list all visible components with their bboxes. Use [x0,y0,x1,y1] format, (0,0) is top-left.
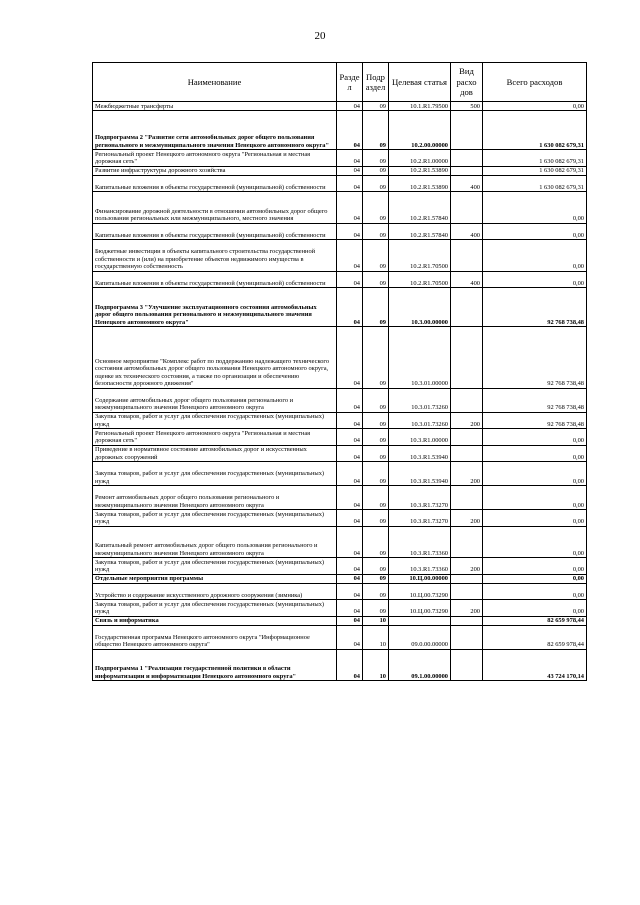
row-subsection: 09 [363,526,389,558]
row-total: 0,00 [483,510,587,527]
row-article: 10.3.01.73260 [389,412,451,429]
row-section: 04 [337,240,363,272]
row-name: Капитальные вложения в объекты государственной (муниципальной) собственности [93,175,337,192]
row-total: 0,00 [483,583,587,600]
row-article: 10.3.R1.53940 [389,462,451,486]
row-subsection: 09 [363,150,389,167]
row-name: Подпрограмма 3 "Улучшение эксплуатационного состояния автомобильных дорог общего пользования регионального и межмуниципального значения Ненецкого автономного округа" [93,288,337,327]
row-section: 04 [337,616,363,625]
table-row [93,150,587,167]
row-expense-type: 200 [451,510,483,527]
header-name: Наименование [93,63,337,102]
row-total: 92 768 738,48 [483,327,587,389]
row-expense-type: 500 [451,102,483,111]
row-total: 92 768 738,48 [483,388,587,412]
row-section: 04 [337,175,363,192]
row-name: Содержание автомобильных дорог общего пользования регионального и межмуниципального значения Ненецкого автономного округа [93,388,337,412]
row-subsection: 09 [363,327,389,389]
row-article: 10.3.R1.73270 [389,510,451,527]
row-name: Бюджетные инвестиции в объекты капитального строительства государственной собственности и (или) на приобретение объектов недвижимого имущества в государственную собственность [93,240,337,272]
table-row [93,462,587,486]
row-subsection: 10 [363,649,389,681]
row-total: 1 630 082 679,31 [483,150,587,167]
table-row [93,175,587,192]
table-row [93,102,587,111]
row-subsection: 09 [363,102,389,111]
row-section: 04 [337,288,363,327]
row-expense-type [451,526,483,558]
row-expense-type [451,616,483,625]
header-total: Всего расходов [483,63,587,102]
row-section: 04 [337,649,363,681]
table-row [93,288,587,327]
row-total: 82 659 978,44 [483,616,587,625]
table-row [93,166,587,175]
row-expense-type: 200 [451,558,483,575]
row-section: 04 [337,429,363,446]
row-section: 04 [337,192,363,224]
row-name: Ремонт автомобильных дорог общего пользования регионального и межмуниципального значения Ненецкого автономного округа [93,486,337,510]
row-name: Закупка товаров, работ и услуг для обеспечения государственных (муниципальных) нужд [93,412,337,429]
row-subsection: 09 [363,445,389,462]
row-article: 10.3.R1.73360 [389,526,451,558]
row-subsection: 09 [363,271,389,288]
table-row [93,327,587,389]
table-row [93,271,587,288]
table-row [93,111,587,150]
row-total: 0,00 [483,223,587,240]
row-total: 0,00 [483,526,587,558]
row-total: 0,00 [483,574,587,583]
row-article [389,616,451,625]
row-total: 0,00 [483,486,587,510]
row-name: Подпрограмма 2 "Развитие сети автомобильных дорог общего пользования регионального и межмуниципального значения Ненецкого автономного округа" [93,111,337,150]
row-expense-type [451,288,483,327]
table-row [93,583,587,600]
row-total: 0,00 [483,102,587,111]
row-section: 04 [337,111,363,150]
page-number: 20 [314,30,326,42]
row-total: 0,00 [483,429,587,446]
table-row [93,486,587,510]
row-name: Связь и информатика [93,616,337,625]
table-row [93,625,587,649]
row-expense-type [451,111,483,150]
row-expense-type [451,166,483,175]
header-article: Целевая статья [389,63,451,102]
row-subsection: 09 [363,192,389,224]
row-expense-type [451,486,483,510]
table-row [93,429,587,446]
row-total: 0,00 [483,445,587,462]
row-subsection: 09 [363,510,389,527]
row-subsection: 09 [363,288,389,327]
row-article: 10.2.R1.53890 [389,166,451,175]
row-name: Развитие инфраструктуры дорожного хозяйства [93,166,337,175]
row-article: 10.2.R1.53890 [389,175,451,192]
row-name: Капитальные вложения в объекты государственной (муниципальной) собственности [93,223,337,240]
row-total: 0,00 [483,558,587,575]
row-name: Капитальные вложения в объекты государственной (муниципальной) собственности [93,271,337,288]
row-section: 04 [337,223,363,240]
header-section: Разде л [337,63,363,102]
table-row [93,388,587,412]
row-subsection: 09 [363,223,389,240]
row-expense-type [451,445,483,462]
row-expense-type [451,574,483,583]
row-article: 09.0.00.00000 [389,625,451,649]
table-row [93,616,587,625]
row-article: 10.Ц.00.73290 [389,600,451,617]
row-article: 10.2.R1.57840 [389,192,451,224]
row-expense-type [451,388,483,412]
row-total: 1 630 082 679,31 [483,175,587,192]
row-subsection: 09 [363,412,389,429]
row-section: 04 [337,462,363,486]
row-subsection: 09 [363,429,389,446]
row-name: Устройство и содержание искусственного дорожного сооружения (зимника) [93,583,337,600]
row-section: 04 [337,388,363,412]
row-name: Закупка товаров, работ и услуг для обеспечения государственных (муниципальных) нужд [93,600,337,617]
row-name: Приведение в нормативное состояние автомобильных дорог и искусственных дорожных сооружений [93,445,337,462]
row-total: 1 630 082 679,31 [483,166,587,175]
row-article: 10.2.R1.00000 [389,150,451,167]
row-section: 04 [337,625,363,649]
table-row [93,649,587,681]
table-row [93,412,587,429]
row-article: 10.3.R1.73360 [389,558,451,575]
table-row [93,223,587,240]
table-row [93,526,587,558]
row-name: Отдельные мероприятия программы [93,574,337,583]
row-total: 92 768 738,48 [483,412,587,429]
table-row [93,240,587,272]
row-article: 10.Ц.00.73290 [389,583,451,600]
row-expense-type [451,625,483,649]
row-article: 10.1.R1.79500 [389,102,451,111]
table-header-row [93,63,587,102]
row-section: 04 [337,526,363,558]
header-subsection: Подр аздел [363,63,389,102]
row-article: 10.3.R1.73270 [389,486,451,510]
row-section: 04 [337,412,363,429]
row-total: 0,00 [483,192,587,224]
row-subsection: 09 [363,486,389,510]
row-section: 04 [337,102,363,111]
table-row [93,600,587,617]
row-total: 0,00 [483,240,587,272]
row-subsection: 10 [363,616,389,625]
row-expense-type [451,150,483,167]
row-expense-type [451,327,483,389]
row-subsection: 09 [363,462,389,486]
row-section: 04 [337,166,363,175]
row-expense-type: 200 [451,600,483,617]
row-section: 04 [337,558,363,575]
row-section: 04 [337,574,363,583]
row-name: Региональный проект Ненецкого автономного округа "Региональная и местная дорожная сеть" [93,150,337,167]
row-section: 04 [337,445,363,462]
row-name: Закупка товаров, работ и услуг для обеспечения государственных (муниципальных) нужд [93,558,337,575]
row-article: 10.Ц.00.00000 [389,574,451,583]
row-name: Государственная программа Ненецкого автономного округа "Информационное общество Ненецкого автономного округа" [93,625,337,649]
row-subsection: 09 [363,574,389,583]
header-expense-type: Вид расхо дов [451,63,483,102]
row-section: 04 [337,327,363,389]
row-expense-type: 400 [451,223,483,240]
row-subsection: 09 [363,583,389,600]
row-article: 10.3.01.73260 [389,388,451,412]
row-expense-type: 200 [451,462,483,486]
row-article: 10.3.R1.53940 [389,445,451,462]
row-section: 04 [337,600,363,617]
row-name: Подпрограмма 1 "Реализация государственной политики в области информатизации и информатизации Ненецкого автономного округа" [93,649,337,681]
table-row [93,558,587,575]
row-subsection: 09 [363,558,389,575]
row-section: 04 [337,271,363,288]
row-subsection: 09 [363,175,389,192]
row-article: 10.2.R1.70500 [389,271,451,288]
row-expense-type [451,583,483,600]
budget-table [92,62,587,681]
row-total: 92 768 738,48 [483,288,587,327]
row-subsection: 10 [363,625,389,649]
row-name: Закупка товаров, работ и услуг для обеспечения государственных (муниципальных) нужд [93,462,337,486]
row-expense-type: 400 [451,271,483,288]
row-expense-type [451,192,483,224]
row-section: 04 [337,510,363,527]
row-expense-type [451,429,483,446]
table-row [93,192,587,224]
row-article: 10.3.R1.00000 [389,429,451,446]
row-section: 04 [337,150,363,167]
row-name: Закупка товаров, работ и услуг для обеспечения государственных (муниципальных) нужд [93,510,337,527]
row-expense-type [451,240,483,272]
row-name: Основное мероприятие "Комплекс работ по поддержанию надлежащего технического состояния автомобильных дорог общего пользования Ненецкого автономного округа, оценке их технического состояния, а также по организации и обеспечению безопасности дорожного движения" [93,327,337,389]
row-article: 10.2.00.00000 [389,111,451,150]
table-row [93,510,587,527]
row-name: Финансирование дорожной деятельности в отношении автомобильных дорог общего пользования региональных или межмуниципального, местного значения [93,192,337,224]
row-total: 43 724 170,14 [483,649,587,681]
row-article: 09.1.00.00000 [389,649,451,681]
row-subsection: 09 [363,600,389,617]
row-expense-type: 200 [451,412,483,429]
table-row [93,445,587,462]
row-subsection: 09 [363,240,389,272]
row-subsection: 09 [363,166,389,175]
row-section: 04 [337,583,363,600]
row-expense-type: 400 [451,175,483,192]
row-article: 10.3.01.00000 [389,327,451,389]
row-subsection: 09 [363,388,389,412]
row-article: 10.2.R1.57840 [389,223,451,240]
row-subsection: 09 [363,111,389,150]
row-name: Региональный проект Ненецкого автономного округа "Региональная и местная дорожная сеть" [93,429,337,446]
row-total: 0,00 [483,271,587,288]
row-expense-type [451,649,483,681]
row-total: 0,00 [483,600,587,617]
row-total: 1 630 082 679,31 [483,111,587,150]
row-section: 04 [337,486,363,510]
row-total: 82 659 978,44 [483,625,587,649]
row-name: Капитальный ремонт автомобильных дорог общего пользования регионального и межмуниципального значения Ненецкого автономного округа [93,526,337,558]
row-name: Межбюджетные трансферты [93,102,337,111]
row-total: 0,00 [483,462,587,486]
table-row [93,574,587,583]
row-article: 10.2.R1.70500 [389,240,451,272]
row-article: 10.3.00.00000 [389,288,451,327]
